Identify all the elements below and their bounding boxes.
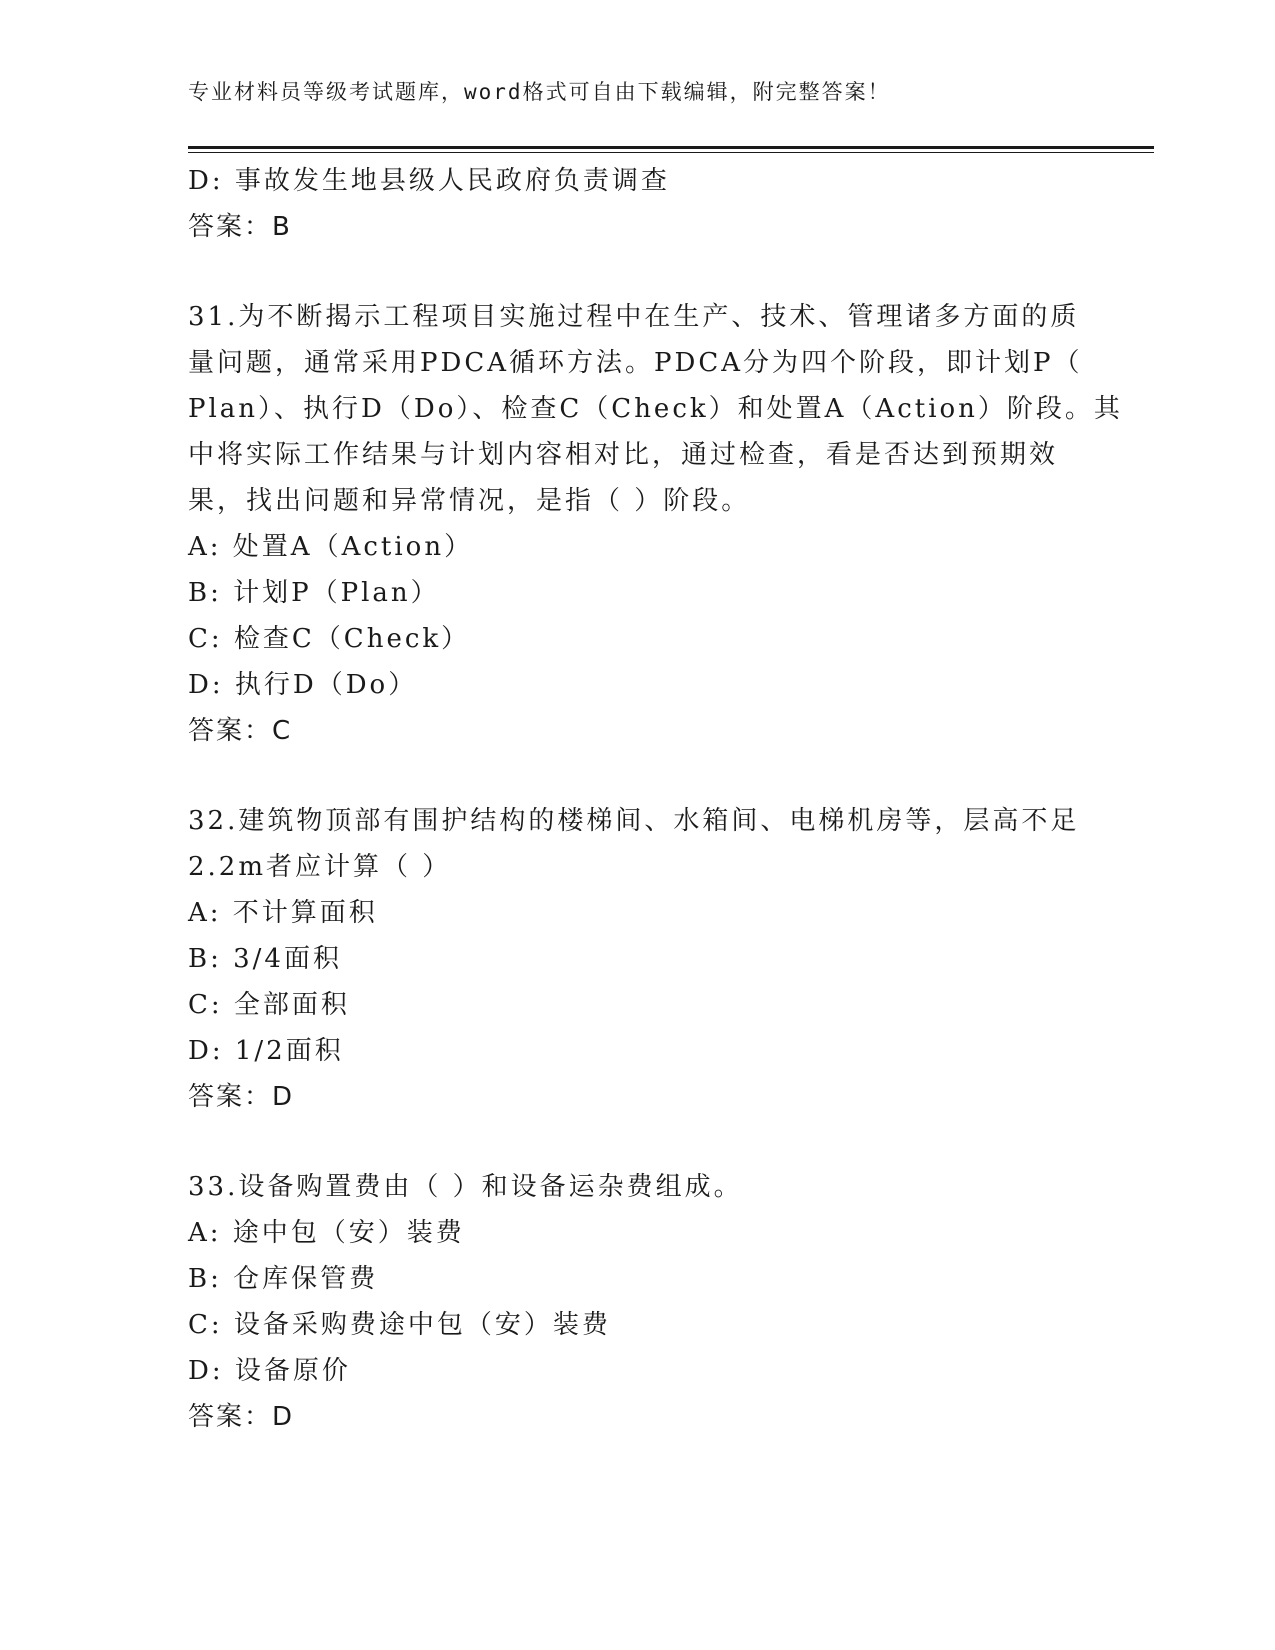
page-header: 专业材料员等级考试题库，word格式可自由下载编辑，附完整答案！: [188, 80, 891, 104]
question-31-option-a: A: 处置A（Action）: [188, 532, 474, 562]
question-32: [188, 798, 1088, 1120]
question-33-option-c: C: 设备采购费途中包（安）装费: [188, 1310, 611, 1340]
question-32-option-d: D: 1/2面积: [188, 1036, 344, 1066]
question-33-option-a: A: 途中包（安）装费: [188, 1218, 465, 1248]
previous-answer: 答案：B: [188, 212, 292, 242]
question-32-answer: 答案：D: [188, 1082, 295, 1112]
question-31-line-1: 31.为不断揭示工程项目实施过程中在生产、技术、管理诸多方面的质: [188, 302, 1080, 332]
question-33: [188, 1164, 1088, 1440]
question-31-line-2: 量问题，通常采用PDCA循环方法。PDCA分为四个阶段，即计划P（: [188, 348, 1083, 378]
question-33-option-d: D: 设备原价: [188, 1356, 351, 1386]
header-rule-thick: [188, 146, 1154, 149]
question-32-line-1: 32.建筑物顶部有围护结构的楼梯间、水箱间、电梯机房等，层高不足: [188, 806, 1080, 836]
question-31-option-c: C: 检查C（Check）: [188, 624, 471, 654]
question-31-answer: 答案：C: [188, 716, 293, 746]
question-31-line-5: 果，找出问题和异常情况，是指（ ）阶段。: [188, 486, 751, 516]
spacer: [188, 754, 1088, 798]
question-32-line-2: 2.2m者应计算（ ）: [188, 852, 452, 882]
question-33-line-1: 33.设备购置费由（ ）和设备运杂费组成。: [188, 1172, 743, 1202]
question-31-line-4: 中将实际工作结果与计划内容相对比，通过检查，看是否达到预期效: [188, 440, 1059, 470]
document-content: [188, 158, 1123, 1440]
question-32-option-c: C: 全部面积: [188, 990, 350, 1020]
question-33-answer: 答案：D: [188, 1402, 295, 1432]
spacer: [188, 250, 1088, 294]
question-31-line-3: Plan）、执行D（Do）、检查C（Check）和处置A（Action）阶段。其: [188, 394, 1123, 424]
header-rule-thin: [188, 152, 1154, 153]
question-31: [188, 294, 1123, 754]
spacer: [188, 1120, 1088, 1164]
question-31-option-d: D: 执行D（Do）: [188, 670, 418, 700]
previous-option-d: D: 事故发生地县级人民政府负责调查: [188, 166, 670, 196]
question-33-option-b: B: 仓库保管费: [188, 1264, 379, 1294]
question-32-option-a: A: 不计算面积: [188, 898, 378, 928]
question-31-option-b: B: 计划P（Plan）: [188, 578, 440, 608]
question-32-option-b: B: 3/4面积: [188, 944, 342, 974]
